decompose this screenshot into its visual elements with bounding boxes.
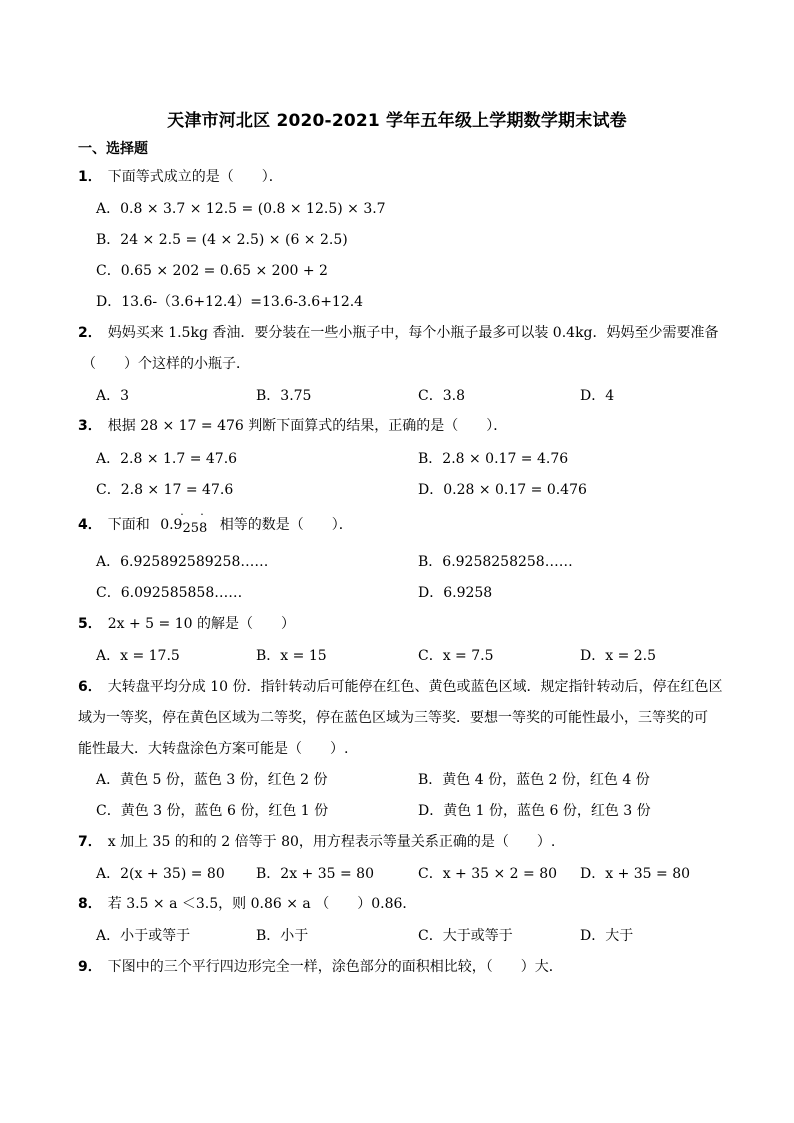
- option-b[interactable]: B．黄色 4 份，蓝色 2 份，红色 4 份: [418, 772, 650, 788]
- option-a[interactable]: A．小于或等于: [96, 928, 191, 944]
- option-c[interactable]: C．2.8 × 17 = 47.6: [96, 482, 234, 498]
- question-number: 7．: [78, 834, 102, 850]
- repeating-decimal: [160, 508, 208, 536]
- question-9: [78, 956, 563, 976]
- question-number: 8．: [78, 896, 102, 912]
- option-d[interactable]: D．6.9258: [418, 585, 493, 601]
- option-a[interactable]: A．3: [96, 388, 130, 404]
- option-b[interactable]: B．小于: [256, 928, 309, 944]
- option-d[interactable]: D．x = 2.5: [580, 648, 657, 664]
- option-c[interactable]: C．黄色 3 份，蓝色 6 份，红色 1 份: [96, 803, 329, 819]
- option-c[interactable]: C．x = 7.5: [418, 648, 494, 664]
- question-stem: 妈妈买来 1.5kg 香油．要分装在一些小瓶子中，每个小瓶子最多可以装 0.4kg．妈妈至少需要准备: [107, 325, 719, 341]
- option-b[interactable]: B．6.9258258258……: [418, 554, 573, 570]
- question-stem: 根据 28 × 17 = 476 判断下面算式的结果，正确的是（ ）．: [107, 418, 508, 434]
- option-d[interactable]: D．黄色 1 份，蓝色 6 份，红色 3 份: [418, 803, 651, 819]
- question-6: [78, 676, 722, 696]
- section-heading: 一、选择题: [78, 141, 148, 157]
- question-5: [78, 613, 295, 633]
- question-stem-suffix: 相等的数是（ ）．: [219, 517, 353, 533]
- repeating-digits: 258: [182, 521, 208, 536]
- option-c[interactable]: C．大于或等于: [418, 928, 513, 944]
- question-number: 6．: [78, 679, 102, 695]
- option-b[interactable]: B．3.75: [256, 388, 312, 404]
- option-c[interactable]: C．0.65 × 202 = 0.65 × 200 + 2: [96, 263, 328, 279]
- option-a[interactable]: A．x = 17.5: [96, 648, 180, 664]
- decimal-base: 0.9: [160, 517, 183, 533]
- option-c[interactable]: C．6.092585858……: [96, 585, 243, 601]
- question-number: 3．: [78, 418, 102, 434]
- option-d[interactable]: D．x + 35 = 80: [580, 866, 691, 882]
- question-stem-prefix: 下面和: [107, 517, 150, 533]
- option-d[interactable]: D．大于: [580, 928, 634, 944]
- option-d[interactable]: D．13.6-（3.6+12.4）=13.6-3.6+12.4: [96, 294, 364, 310]
- question-stem-continued: 域为一等奖，停在黄色区域为二等奖，停在蓝色区域为三等奖．要想一等奖的可能性最小，三等奖的可: [78, 710, 708, 726]
- question-8: [78, 893, 416, 913]
- question-stem: x 加上 35 的和的 2 倍等于 80，用方程表示等量关系正确的是（ ）.: [107, 834, 556, 850]
- question-stem-continued: 能性最大．大转盘涂色方案可能是（ ）.: [78, 741, 349, 757]
- option-d[interactable]: D．4: [580, 388, 615, 404]
- option-a[interactable]: A．0.8 × 3.7 × 12.5 = (0.8 × 12.5) × 3.7: [96, 201, 386, 217]
- question-number: 1．: [78, 169, 102, 185]
- question-2: [78, 322, 719, 342]
- question-stem: 下图中的三个平行四边形完全一样，涂色部分的面积相比较，（ ）大．: [107, 959, 563, 975]
- option-b[interactable]: B．2.8 × 0.17 = 4.76: [418, 451, 569, 467]
- option-a[interactable]: A．2(x + 35) = 80: [96, 866, 225, 882]
- question-number: 5．: [78, 616, 102, 632]
- option-a[interactable]: A．6.925892589258……: [96, 554, 269, 570]
- repeat-dot-icon: ·: [200, 508, 204, 521]
- question-3: [78, 415, 507, 435]
- option-b[interactable]: B．2x + 35 = 80: [256, 866, 374, 882]
- question-stem: 大转盘平均分成 10 份．指针转动后可能停在红色、黄色或蓝色区域．规定指针转动后，停在红色区: [107, 679, 723, 695]
- question-stem: 下面等式成立的是（ ）．: [107, 169, 283, 185]
- question-number: 2．: [78, 325, 102, 341]
- option-c[interactable]: C．3.8: [418, 388, 465, 404]
- page-title: 天津市河北区 2020-2021 学年五年级上学期数学期末试卷: [167, 111, 627, 131]
- option-b[interactable]: B．x = 15: [256, 648, 327, 664]
- option-a[interactable]: A．2.8 × 1.7 = 47.6: [96, 451, 238, 467]
- question-stem-continued: （ ）个这样的小瓶子．: [82, 356, 250, 372]
- question-1: [78, 166, 283, 186]
- question-7: [78, 831, 555, 851]
- question-stem: 2x + 5 = 10 的解是（ ）: [107, 616, 295, 632]
- option-a[interactable]: A．黄色 5 份，蓝色 3 份，红色 2 份: [96, 772, 328, 788]
- repeat-dot-icon: ·: [180, 508, 184, 521]
- option-c[interactable]: C．x + 35 × 2 = 80: [418, 866, 558, 882]
- question-number: 4．: [78, 517, 102, 533]
- option-d[interactable]: D．0.28 × 0.17 = 0.476: [418, 482, 587, 498]
- question-number: 9．: [78, 959, 102, 975]
- question-stem: 若 3.5 × a ＜3.5，则 0.86 × a （ ）0.86．: [107, 896, 417, 912]
- question-4: [78, 508, 353, 536]
- option-b[interactable]: B．24 × 2.5 = (4 × 2.5) × (6 × 2.5): [96, 232, 348, 248]
